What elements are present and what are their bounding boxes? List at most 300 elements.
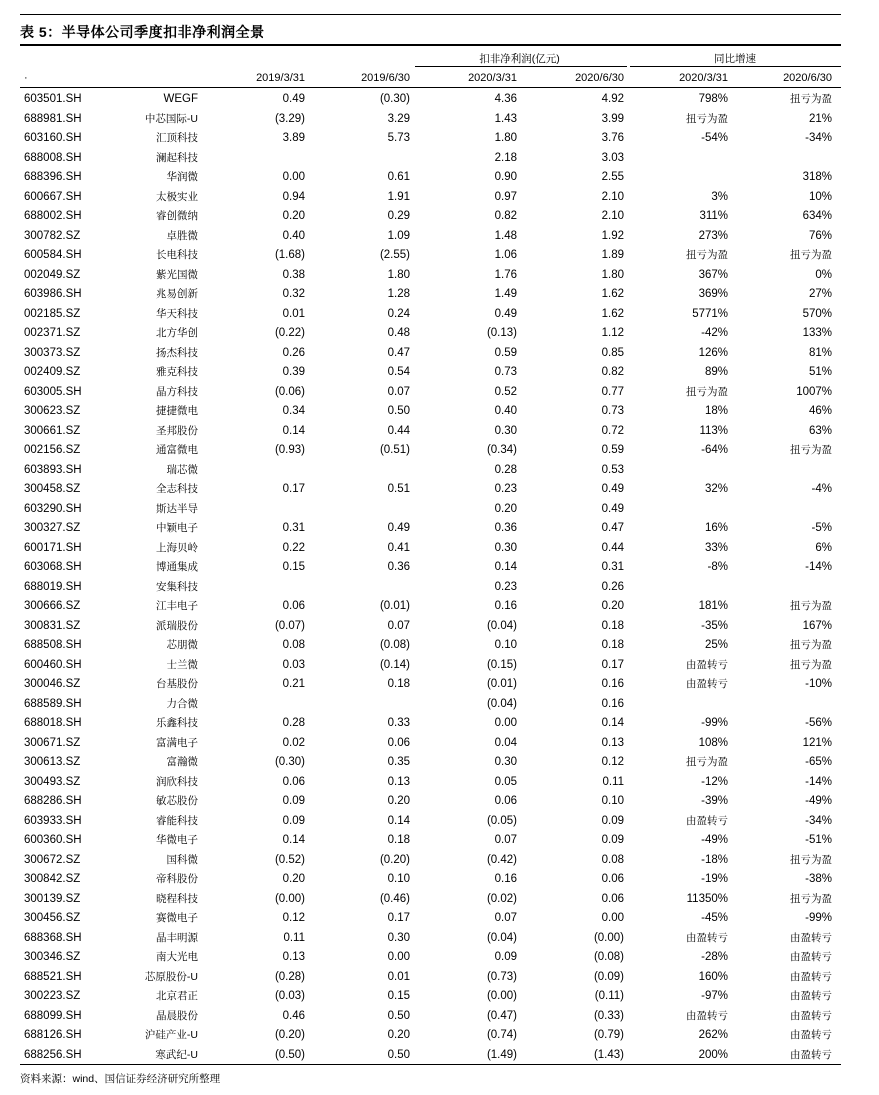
profit-2020-q1: (0.00) — [486, 990, 517, 1002]
group-underline-yoy — [630, 66, 841, 67]
profit-2019-q1: 0.15 — [282, 561, 305, 573]
stock-code: 688019.SH — [24, 580, 82, 593]
company-name: 台基股份 — [156, 678, 198, 690]
profit-2020-q2: 2.10 — [601, 210, 624, 222]
table-row — [0, 752, 879, 772]
stock-code: 688286.SH — [24, 795, 82, 807]
profit-2020-q2: 0.77 — [601, 385, 624, 398]
stock-code: 002409.SZ — [24, 366, 81, 378]
yoy-2020-q1: -12% — [701, 775, 728, 788]
yoy-2020-q1: 262% — [698, 1029, 728, 1041]
table-row — [0, 518, 879, 538]
yoy-2020-q1: 由盈转亏 — [686, 678, 728, 690]
profit-2019-q1: 0.49 — [282, 93, 305, 105]
yoy-2020-q2: 21% — [808, 112, 832, 125]
yoy-2020-q1: 16% — [704, 522, 728, 534]
company-name: 紫光国微 — [156, 268, 198, 281]
stock-code: 300327.SZ — [24, 522, 81, 534]
header-marker: · — [24, 72, 28, 84]
yoy-2020-q2: -5% — [811, 522, 832, 534]
yoy-2020-q2: 扭亏为盈 — [790, 600, 832, 612]
yoy-2020-q1: 18% — [704, 405, 728, 417]
profit-2020-q2: 0.59 — [601, 444, 624, 456]
profit-2020-q2: (1.43) — [593, 1048, 624, 1061]
table-row — [0, 245, 879, 265]
stock-code: 600360.SH — [24, 834, 82, 846]
stock-code: 300493.SZ — [24, 775, 81, 788]
profit-2019-q2: 0.50 — [387, 405, 410, 417]
profit-2020-q2: 0.53 — [601, 463, 624, 476]
stock-code: 603290.SH — [24, 502, 82, 515]
profit-2019-q1: 0.32 — [282, 288, 305, 300]
company-name: 长电科技 — [156, 249, 198, 261]
yoy-2020-q1: 108% — [698, 736, 728, 749]
table-row — [0, 577, 879, 597]
profit-2019-q2: 0.41 — [387, 541, 410, 554]
profit-2019-q1: 0.02 — [282, 736, 305, 749]
yoy-2020-q2: -56% — [805, 717, 832, 729]
yoy-2020-q1: 160% — [698, 970, 728, 983]
profit-2019-q2: 0.20 — [387, 795, 410, 807]
profit-2019-q2: 0.01 — [387, 970, 410, 983]
group-header-yoy: 同比增速 — [714, 53, 756, 65]
group-underline-profit — [415, 66, 627, 67]
company-name: 太极实业 — [156, 190, 198, 203]
profit-2019-q1: 0.14 — [282, 424, 305, 437]
table-row — [0, 694, 879, 714]
stock-code: 300139.SZ — [24, 892, 81, 905]
yoy-2020-q1: 89% — [704, 366, 728, 378]
profit-2019-q1: 0.03 — [282, 658, 305, 671]
stock-code: 300672.SZ — [24, 853, 81, 866]
profit-2020-q2: 0.49 — [601, 483, 624, 495]
yoy-2020-q2: -34% — [805, 814, 832, 827]
stock-code: 688002.SH — [24, 210, 82, 222]
stock-code: 688008.SH — [24, 151, 82, 164]
company-name: 北京君正 — [156, 990, 198, 1002]
profit-2020-q1: 0.82 — [494, 210, 517, 222]
company-name: 斯达半导 — [156, 502, 198, 515]
profit-2019-q2: 0.54 — [387, 366, 410, 378]
company-name: 芯朋微 — [166, 639, 198, 651]
profit-2019-q2: 0.18 — [387, 678, 410, 690]
column-header-2019-q2: 2019/6/30 — [361, 72, 410, 84]
profit-2020-q1: 0.49 — [494, 307, 517, 320]
profit-2020-q1: 2.18 — [494, 151, 517, 164]
yoy-2020-q2: 46% — [808, 405, 832, 417]
company-name: 芯原股份-U — [144, 970, 198, 983]
profit-2019-q1: (0.93) — [274, 444, 305, 456]
profit-2020-q1: 0.23 — [494, 580, 517, 593]
profit-2019-q1: 0.31 — [282, 522, 305, 534]
table-row — [0, 713, 879, 733]
stock-code: 600584.SH — [24, 249, 82, 261]
profit-2020-q1: (0.34) — [486, 444, 517, 456]
yoy-2020-q1: 798% — [698, 93, 728, 105]
stock-code: 603893.SH — [24, 463, 82, 476]
profit-2020-q2: 3.99 — [601, 112, 624, 125]
profit-2020-q2: 0.14 — [601, 717, 624, 729]
profit-2020-q2: 0.44 — [601, 541, 624, 554]
yoy-2020-q1: -99% — [701, 717, 728, 729]
company-name: 中颖电子 — [156, 522, 198, 534]
yoy-2020-q2: 扭亏为盈 — [790, 853, 832, 866]
yoy-2020-q2: 121% — [802, 736, 832, 749]
yoy-2020-q2: 由盈转亏 — [790, 1009, 832, 1022]
bottom-rule — [20, 1064, 841, 1065]
profit-2019-q1: 0.26 — [282, 346, 305, 359]
yoy-2020-q1: 113% — [699, 424, 728, 437]
profit-2019-q1: (0.06) — [274, 385, 305, 398]
header-rule — [20, 87, 841, 88]
profit-2019-q1: 0.46 — [282, 1009, 305, 1022]
yoy-2020-q1: -8% — [707, 561, 728, 573]
profit-2019-q1: 0.94 — [282, 190, 305, 203]
table-row — [0, 1006, 879, 1026]
yoy-2020-q1: -45% — [701, 912, 728, 924]
profit-2019-q1: 0.20 — [282, 210, 305, 222]
yoy-2020-q1: 由盈转亏 — [686, 658, 728, 671]
profit-2019-q2: 0.15 — [387, 990, 410, 1002]
company-name: 力合微 — [166, 697, 198, 710]
profit-2020-q1: 1.80 — [494, 132, 517, 144]
yoy-2020-q2: 318% — [802, 171, 832, 183]
profit-2019-q2: 0.14 — [387, 814, 410, 827]
profit-2020-q2: 0.16 — [601, 678, 624, 690]
profit-2020-q1: 0.52 — [494, 385, 517, 398]
profit-2019-q1: 0.14 — [282, 834, 305, 846]
yoy-2020-q2: 81% — [808, 346, 832, 359]
company-name: 士兰微 — [166, 658, 198, 671]
yoy-2020-q2: -34% — [805, 132, 832, 144]
profit-2019-q2: 0.07 — [387, 619, 410, 632]
profit-2020-q2: (0.33) — [593, 1009, 624, 1022]
company-name: 派瑞股份 — [156, 619, 198, 632]
yoy-2020-q1: -28% — [701, 951, 728, 963]
profit-2020-q1: 0.59 — [494, 346, 517, 359]
table-row — [0, 830, 879, 850]
yoy-2020-q1: 33% — [704, 541, 728, 554]
profit-2019-q1: (0.50) — [274, 1048, 305, 1061]
stock-code: 300623.SZ — [24, 405, 81, 417]
yoy-2020-q2: 63% — [808, 424, 832, 437]
company-name: 睿创微纳 — [156, 210, 198, 222]
yoy-2020-q1: 126% — [698, 346, 728, 359]
stock-code: 603986.SH — [24, 288, 82, 300]
profit-2019-q1: (0.22) — [274, 327, 305, 339]
stock-code: 688368.SH — [24, 931, 82, 944]
table-row — [0, 421, 879, 441]
profit-2019-q2: 0.06 — [387, 736, 410, 749]
profit-2019-q1: (1.68) — [274, 249, 305, 261]
company-name: 沪硅产业-U — [144, 1029, 198, 1041]
table-row — [0, 304, 879, 324]
stock-code: 600460.SH — [24, 658, 82, 671]
profit-2019-q2: 0.17 — [387, 912, 410, 924]
table-row — [0, 206, 879, 226]
table-row — [0, 889, 879, 909]
company-name: 晶丰明源 — [156, 931, 198, 944]
company-name: 晓程科技 — [156, 892, 198, 905]
table-row — [0, 908, 879, 928]
profit-2019-q2: 0.24 — [387, 307, 410, 320]
profit-2020-q2: (0.00) — [593, 931, 624, 944]
yoy-2020-q2: 由盈转亏 — [790, 990, 832, 1002]
yoy-2020-q2: 由盈转亏 — [790, 931, 832, 944]
profit-2020-q2: (0.08) — [593, 951, 624, 963]
profit-2019-q1: (0.07) — [274, 619, 305, 632]
company-name: 通富微电 — [156, 444, 198, 456]
company-name: 雅克科技 — [156, 366, 198, 378]
profit-2020-q1: 1.76 — [494, 268, 517, 281]
stock-code: 300046.SZ — [24, 678, 81, 690]
table-row — [0, 986, 879, 1006]
company-name: 全志科技 — [156, 483, 198, 495]
profit-2020-q1: 0.97 — [494, 190, 517, 203]
profit-2020-q1: (0.02) — [486, 892, 517, 905]
profit-2020-q1: 0.09 — [494, 951, 517, 963]
company-name: 帝科股份 — [156, 873, 198, 885]
company-name: 华天科技 — [156, 307, 198, 320]
profit-2019-q1: 0.09 — [282, 814, 305, 827]
profit-2020-q1: 1.06 — [494, 249, 517, 261]
profit-2020-q2: 0.20 — [601, 600, 624, 612]
company-name: 富瀚微 — [166, 756, 198, 768]
yoy-2020-q2: 扭亏为盈 — [790, 658, 832, 671]
profit-2020-q1: 0.73 — [494, 366, 517, 378]
profit-2020-q1: (0.04) — [486, 619, 517, 632]
column-header-yoy-2020-q1: 2020/3/31 — [679, 72, 728, 84]
stock-code: 600667.SH — [24, 190, 82, 203]
profit-2020-q2: 1.62 — [601, 307, 624, 320]
yoy-2020-q1: -42% — [701, 327, 728, 339]
company-name: 国科微 — [166, 853, 198, 866]
company-name: 寒武纪-U — [155, 1048, 198, 1061]
table-row — [0, 148, 879, 168]
stock-code: 688126.SH — [24, 1029, 82, 1041]
table-row — [0, 479, 879, 499]
profit-2020-q1: (0.73) — [486, 970, 517, 983]
profit-2020-q1: (0.01) — [486, 678, 517, 690]
profit-2020-q1: 0.30 — [494, 541, 517, 554]
stock-code: 002049.SZ — [24, 268, 81, 281]
profit-2019-q1: 0.06 — [282, 775, 305, 788]
profit-2019-q2: 0.00 — [387, 951, 410, 963]
company-name: 江丰电子 — [156, 600, 198, 612]
profit-2020-q2: 0.13 — [601, 736, 624, 749]
profit-2019-q1: 3.89 — [282, 132, 305, 144]
stock-code: 688508.SH — [24, 639, 82, 651]
profit-2019-q1: (3.29) — [274, 112, 305, 125]
yoy-2020-q2: -65% — [805, 756, 832, 768]
stock-code: 603160.SH — [24, 132, 82, 144]
yoy-2020-q2: 51% — [808, 366, 832, 378]
table-row — [0, 791, 879, 811]
stock-code: 002371.SZ — [24, 327, 81, 339]
yoy-2020-q1: -49% — [701, 834, 728, 846]
table-row — [0, 499, 879, 519]
column-header-yoy-2020-q2: 2020/6/30 — [783, 72, 832, 84]
yoy-2020-q2: 由盈转亏 — [790, 1029, 832, 1041]
company-name: 敏芯股份 — [156, 795, 198, 807]
stock-code: 688396.SH — [24, 171, 82, 183]
profit-2019-q2: 0.49 — [387, 522, 410, 534]
profit-2019-q2: 0.10 — [387, 873, 410, 885]
table-row — [0, 401, 879, 421]
table-row — [0, 265, 879, 285]
profit-2019-q2: (0.14) — [379, 658, 410, 671]
profit-2019-q1: (0.28) — [274, 970, 305, 983]
table-row — [0, 167, 879, 187]
company-name: 安集科技 — [156, 580, 198, 593]
profit-2020-q1: (0.04) — [486, 931, 517, 944]
yoy-2020-q2: -4% — [811, 483, 832, 495]
yoy-2020-q2: 由盈转亏 — [790, 1048, 832, 1061]
profit-2020-q2: 0.47 — [601, 522, 624, 534]
table-row — [0, 674, 879, 694]
profit-2020-q2: 0.08 — [601, 853, 624, 866]
yoy-2020-q2: 570% — [802, 307, 832, 320]
yoy-2020-q2: 76% — [808, 229, 832, 242]
table-row — [0, 284, 879, 304]
table-row — [0, 869, 879, 889]
table-row — [0, 811, 879, 831]
profit-2019-q1: 0.20 — [282, 873, 305, 885]
profit-2020-q1: 0.28 — [494, 463, 517, 476]
table-row — [0, 323, 879, 343]
yoy-2020-q2: -49% — [805, 795, 832, 807]
company-name: 华润微 — [166, 171, 198, 183]
yoy-2020-q1: 5771% — [692, 307, 728, 320]
table-row — [0, 226, 879, 246]
yoy-2020-q1: 由盈转亏 — [686, 931, 728, 944]
yoy-2020-q2: 27% — [808, 288, 832, 300]
company-name: 睿能科技 — [156, 814, 198, 827]
profit-2020-q1: 0.14 — [494, 561, 517, 573]
profit-2019-q2: 1.91 — [387, 190, 410, 203]
profit-2019-q1: (0.30) — [274, 756, 305, 768]
profit-2019-q2: 1.09 — [387, 229, 410, 242]
profit-2020-q2: 0.16 — [601, 697, 624, 710]
table-row — [0, 557, 879, 577]
company-name: 卓胜微 — [166, 229, 198, 242]
profit-2020-q2: 1.89 — [601, 249, 624, 261]
profit-2019-q2: (2.55) — [379, 249, 410, 261]
title-rule — [20, 44, 841, 46]
profit-2020-q2: (0.11) — [594, 990, 624, 1002]
profit-2020-q2: 3.76 — [601, 132, 624, 144]
profit-2019-q2: (0.30) — [379, 93, 410, 105]
yoy-2020-q1: 扭亏为盈 — [686, 385, 728, 398]
yoy-2020-q1: 32% — [704, 483, 728, 495]
yoy-2020-q2: -38% — [805, 873, 832, 885]
stock-code: 300666.SZ — [24, 600, 81, 612]
yoy-2020-q1: 311% — [699, 210, 728, 222]
profit-2020-q2: 4.92 — [601, 93, 624, 105]
profit-2019-q1: 0.12 — [282, 912, 305, 924]
profit-2019-q1: 0.00 — [282, 171, 305, 183]
company-name: 润欣科技 — [156, 775, 198, 788]
profit-2020-q2: 0.26 — [601, 580, 624, 593]
profit-2020-q1: 0.23 — [494, 483, 517, 495]
profit-2020-q1: 1.49 — [494, 288, 517, 300]
profit-2020-q2: 2.10 — [601, 190, 624, 203]
profit-2020-q2: 0.82 — [601, 366, 624, 378]
stock-code: 603005.SH — [24, 385, 82, 398]
company-name: 瑞芯微 — [166, 463, 198, 476]
profit-2019-q1: 0.28 — [282, 717, 305, 729]
profit-2020-q2: (0.79) — [593, 1029, 624, 1041]
profit-2019-q1: 0.39 — [282, 366, 305, 378]
yoy-2020-q1: -97% — [701, 990, 728, 1002]
yoy-2020-q2: -51% — [805, 834, 832, 846]
profit-2020-q1: 0.16 — [494, 873, 517, 885]
stock-code: 688256.SH — [24, 1048, 82, 1061]
profit-2019-q1: 0.34 — [282, 405, 305, 417]
profit-2019-q2: (0.01) — [379, 600, 410, 612]
profit-2019-q2: 0.33 — [387, 717, 410, 729]
profit-2019-q1: 0.08 — [282, 639, 305, 651]
profit-2020-q1: 0.04 — [494, 736, 517, 749]
profit-2020-q1: 0.07 — [494, 912, 517, 924]
profit-2019-q2: 0.30 — [387, 931, 410, 944]
company-name: 汇顶科技 — [156, 132, 198, 144]
stock-code: 688018.SH — [24, 717, 82, 729]
profit-2019-q2: (0.51) — [379, 444, 410, 456]
stock-code: 603933.SH — [24, 814, 82, 827]
table-row — [0, 440, 879, 460]
company-name: 中芯国际-U — [144, 112, 198, 125]
yoy-2020-q2: -99% — [805, 912, 832, 924]
company-name: 兆易创新 — [156, 288, 198, 300]
yoy-2020-q2: 扭亏为盈 — [790, 93, 832, 105]
yoy-2020-q2: 634% — [802, 210, 832, 222]
stock-code: 002156.SZ — [24, 444, 81, 456]
yoy-2020-q2: -10% — [805, 678, 832, 690]
yoy-2020-q1: 由盈转亏 — [686, 814, 728, 827]
profit-2019-q2: 0.36 — [387, 561, 410, 573]
yoy-2020-q2: -14% — [805, 561, 832, 573]
stock-code: 688589.SH — [24, 697, 82, 710]
profit-2019-q2: 0.20 — [387, 1029, 410, 1041]
profit-2020-q2: 2.55 — [601, 171, 624, 183]
profit-2020-q2: 0.10 — [601, 795, 624, 807]
table-row — [0, 460, 879, 480]
yoy-2020-q2: 由盈转亏 — [790, 951, 832, 963]
yoy-2020-q1: 3% — [711, 190, 728, 203]
profit-2020-q1: (0.74) — [486, 1029, 517, 1041]
yoy-2020-q2: 0% — [815, 268, 832, 281]
table-row — [0, 109, 879, 129]
profit-2019-q2: 0.18 — [387, 834, 410, 846]
company-name: 澜起科技 — [156, 151, 198, 164]
profit-2020-q2: (0.09) — [593, 970, 624, 983]
yoy-2020-q1: 200% — [698, 1048, 728, 1061]
yoy-2020-q1: 273% — [698, 229, 728, 242]
profit-2019-q1: 0.13 — [282, 951, 305, 963]
profit-2020-q2: 0.00 — [601, 912, 624, 924]
profit-2019-q2: 0.50 — [387, 1009, 410, 1022]
table-row — [0, 616, 879, 636]
table-row — [0, 362, 879, 382]
profit-2020-q1: 1.48 — [494, 229, 517, 242]
profit-2019-q2: (0.46) — [379, 892, 410, 905]
yoy-2020-q2: 扭亏为盈 — [790, 249, 832, 261]
table-row — [0, 733, 879, 753]
profit-2019-q1: 0.22 — [282, 541, 305, 554]
stock-code: 300458.SZ — [24, 483, 81, 495]
yoy-2020-q2: 10% — [808, 190, 832, 203]
